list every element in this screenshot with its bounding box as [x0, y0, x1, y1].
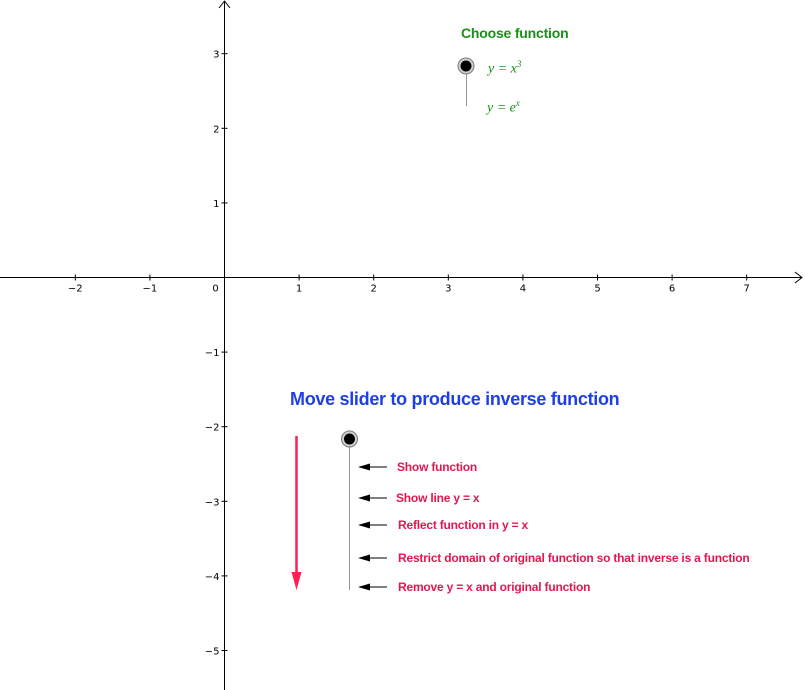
y-tick-label: −2	[204, 422, 220, 434]
y-tick-label: −5	[204, 646, 220, 658]
step-pointer-arrow-icon	[358, 464, 370, 471]
function-option-exponential-base: y = e	[487, 100, 516, 116]
x-tick-label: 1	[295, 283, 303, 295]
x-tick-label: −2	[67, 283, 83, 295]
choose-function-title: Choose function	[461, 25, 569, 41]
step-pointer-arrow-icon	[358, 495, 370, 502]
x-tick-label: 7	[743, 283, 750, 295]
function-chooser-handle[interactable]	[458, 58, 474, 74]
x-tick-label: 5	[594, 283, 601, 295]
step-label-restrict-domain: Restrict domain of original function so that inverse is a function	[398, 551, 750, 565]
function-option-exponential-exponent: x	[515, 98, 520, 108]
y-tick-label: −4	[204, 571, 220, 583]
move-down-arrow-icon	[292, 436, 302, 590]
step-pointer-arrows	[358, 464, 387, 591]
y-tick-label: −3	[204, 497, 220, 509]
x-tick-label: 2	[370, 283, 377, 295]
x-tick-label: 4	[519, 283, 527, 295]
y-tick-label: 1	[213, 198, 220, 210]
axis-ticks	[68, 50, 750, 658]
inverse-slider-handle[interactable]	[342, 431, 358, 447]
inverse-slider-title: Move slider to produce inverse function	[290, 389, 620, 409]
step-pointer-arrow-icon	[358, 522, 370, 529]
step-label-show-function: Show function	[397, 460, 478, 474]
x-tick-label: 0	[212, 283, 219, 295]
function-option-cube-base: y = x	[488, 61, 517, 77]
step-pointer-arrow-icon	[358, 555, 370, 562]
step-label-show-line: Show line y = x	[396, 491, 480, 505]
function-option-exponential[interactable]	[487, 98, 520, 117]
step-pointer-arrow-icon	[358, 584, 370, 591]
step-label-remove: Remove y = x and original function	[398, 580, 591, 594]
function-option-cube-exponent: 3	[516, 59, 522, 69]
step-label-reflect: Reflect function in y = x	[398, 518, 529, 532]
x-tick-label: 3	[445, 283, 452, 295]
x-tick-label: 6	[668, 283, 676, 295]
x-tick-label: −1	[142, 283, 158, 295]
y-tick-label: 2	[213, 124, 220, 136]
y-tick-label: 3	[213, 49, 220, 61]
y-tick-label: −1	[204, 348, 220, 360]
function-option-cube[interactable]	[488, 59, 521, 78]
